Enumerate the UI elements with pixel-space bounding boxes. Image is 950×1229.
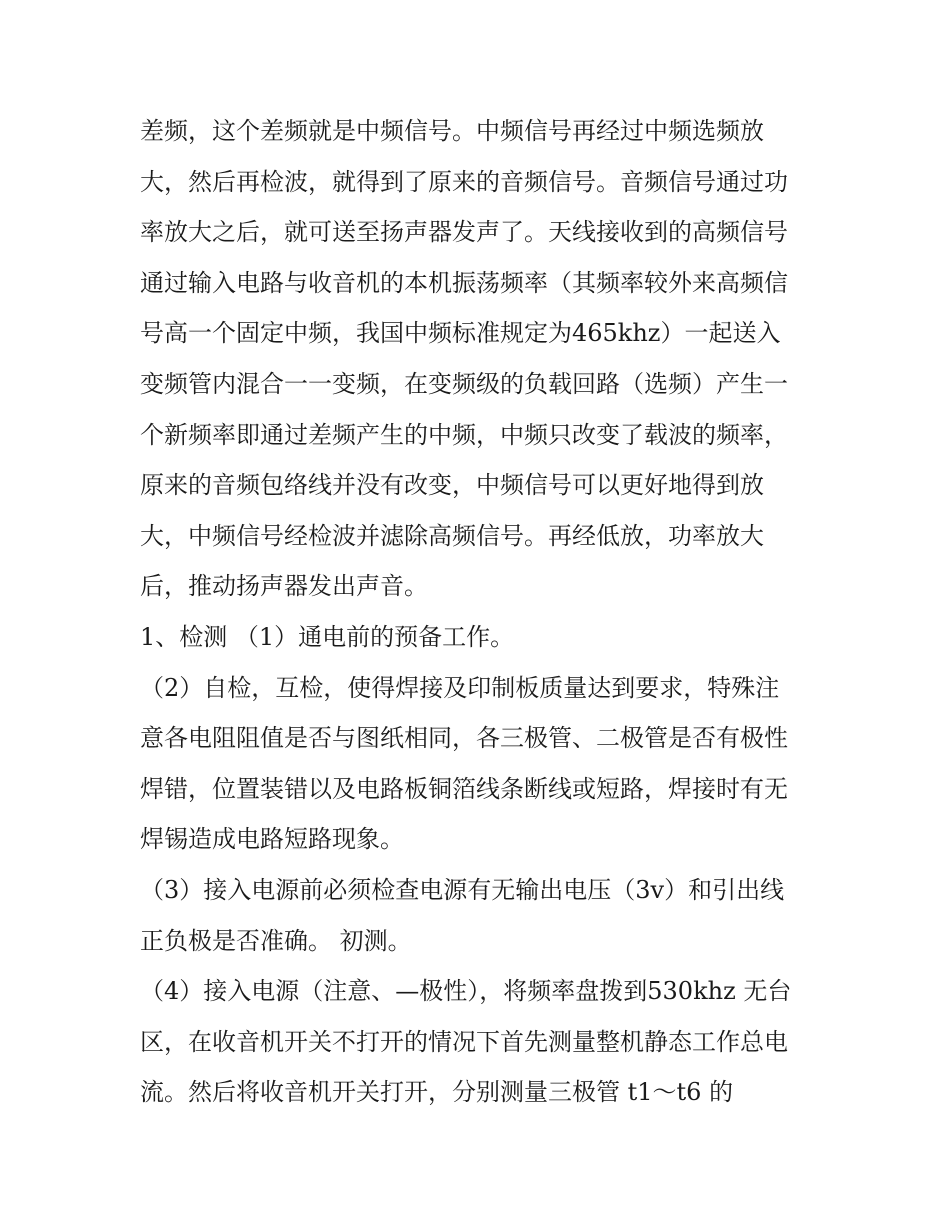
text-line: 大，然后再检波，就得到了原来的音频信号。音频信号通过功 — [140, 167, 788, 196]
text-line: 流。然后将收音机开关打开，分别测量三极管 t1～t6 的 — [140, 1078, 734, 1107]
text-line: 原来的音频包络线并没有改变，中频信号可以更好地得到放 — [140, 471, 764, 500]
text-line: 正负极是否准确。 初测。 — [140, 926, 412, 955]
text-line: 通过输入电路与收音机的本机振荡频率（其频率较外来高频信 — [140, 268, 788, 297]
text-line: 差频，这个差频就是中频信号。中频信号再经过中频选频放 — [140, 117, 764, 145]
text-line: 变频管内混合一一变频，在变频级的负载回路（选频）产生一 — [140, 369, 788, 398]
text-line: 大，中频信号经检波并滤除高频信号。再经低放，功率放大 — [140, 521, 764, 550]
text-line: （2）自检，互检，使得焊接及印制板质量达到要求，特殊注 — [140, 673, 780, 702]
text-line: 意各电阻阻值是否与图纸相同，各三极管、二极管是否有极性 — [140, 724, 788, 753]
text-line: 后，推动扬声器发出声音。 — [140, 572, 428, 601]
text-line: 焊错，位置装错以及电路板铜箔线条断线或短路，焊接时有无 — [140, 774, 788, 803]
text-line: 焊锡造成电路短路现象。 — [140, 825, 404, 854]
text-line: 号高一个固定中频，我国中频标准规定为465khz）一起送入 — [140, 319, 781, 348]
text-line: （4）接入电源（注意、—极性），将频率盘拨到530khz 无台 — [140, 977, 792, 1006]
section-heading: 1、检测 （1）通电前的预备工作。 — [140, 622, 515, 651]
document-body — [140, 106, 840, 1118]
text-line: （3）接入电源前必须检查电源有无输出电压（3v）和引出线 — [140, 875, 785, 904]
text-line: 个新频率即通过差频产生的中频，中频只改变了载波的频率， — [140, 420, 788, 449]
text-line: 率放大之后，就可送至扬声器发声了。天线接收到的高频信号 — [140, 218, 788, 247]
text-line: 区，在收音机开关不打开的情况下首先测量整机静态工作总电 — [140, 1027, 788, 1056]
